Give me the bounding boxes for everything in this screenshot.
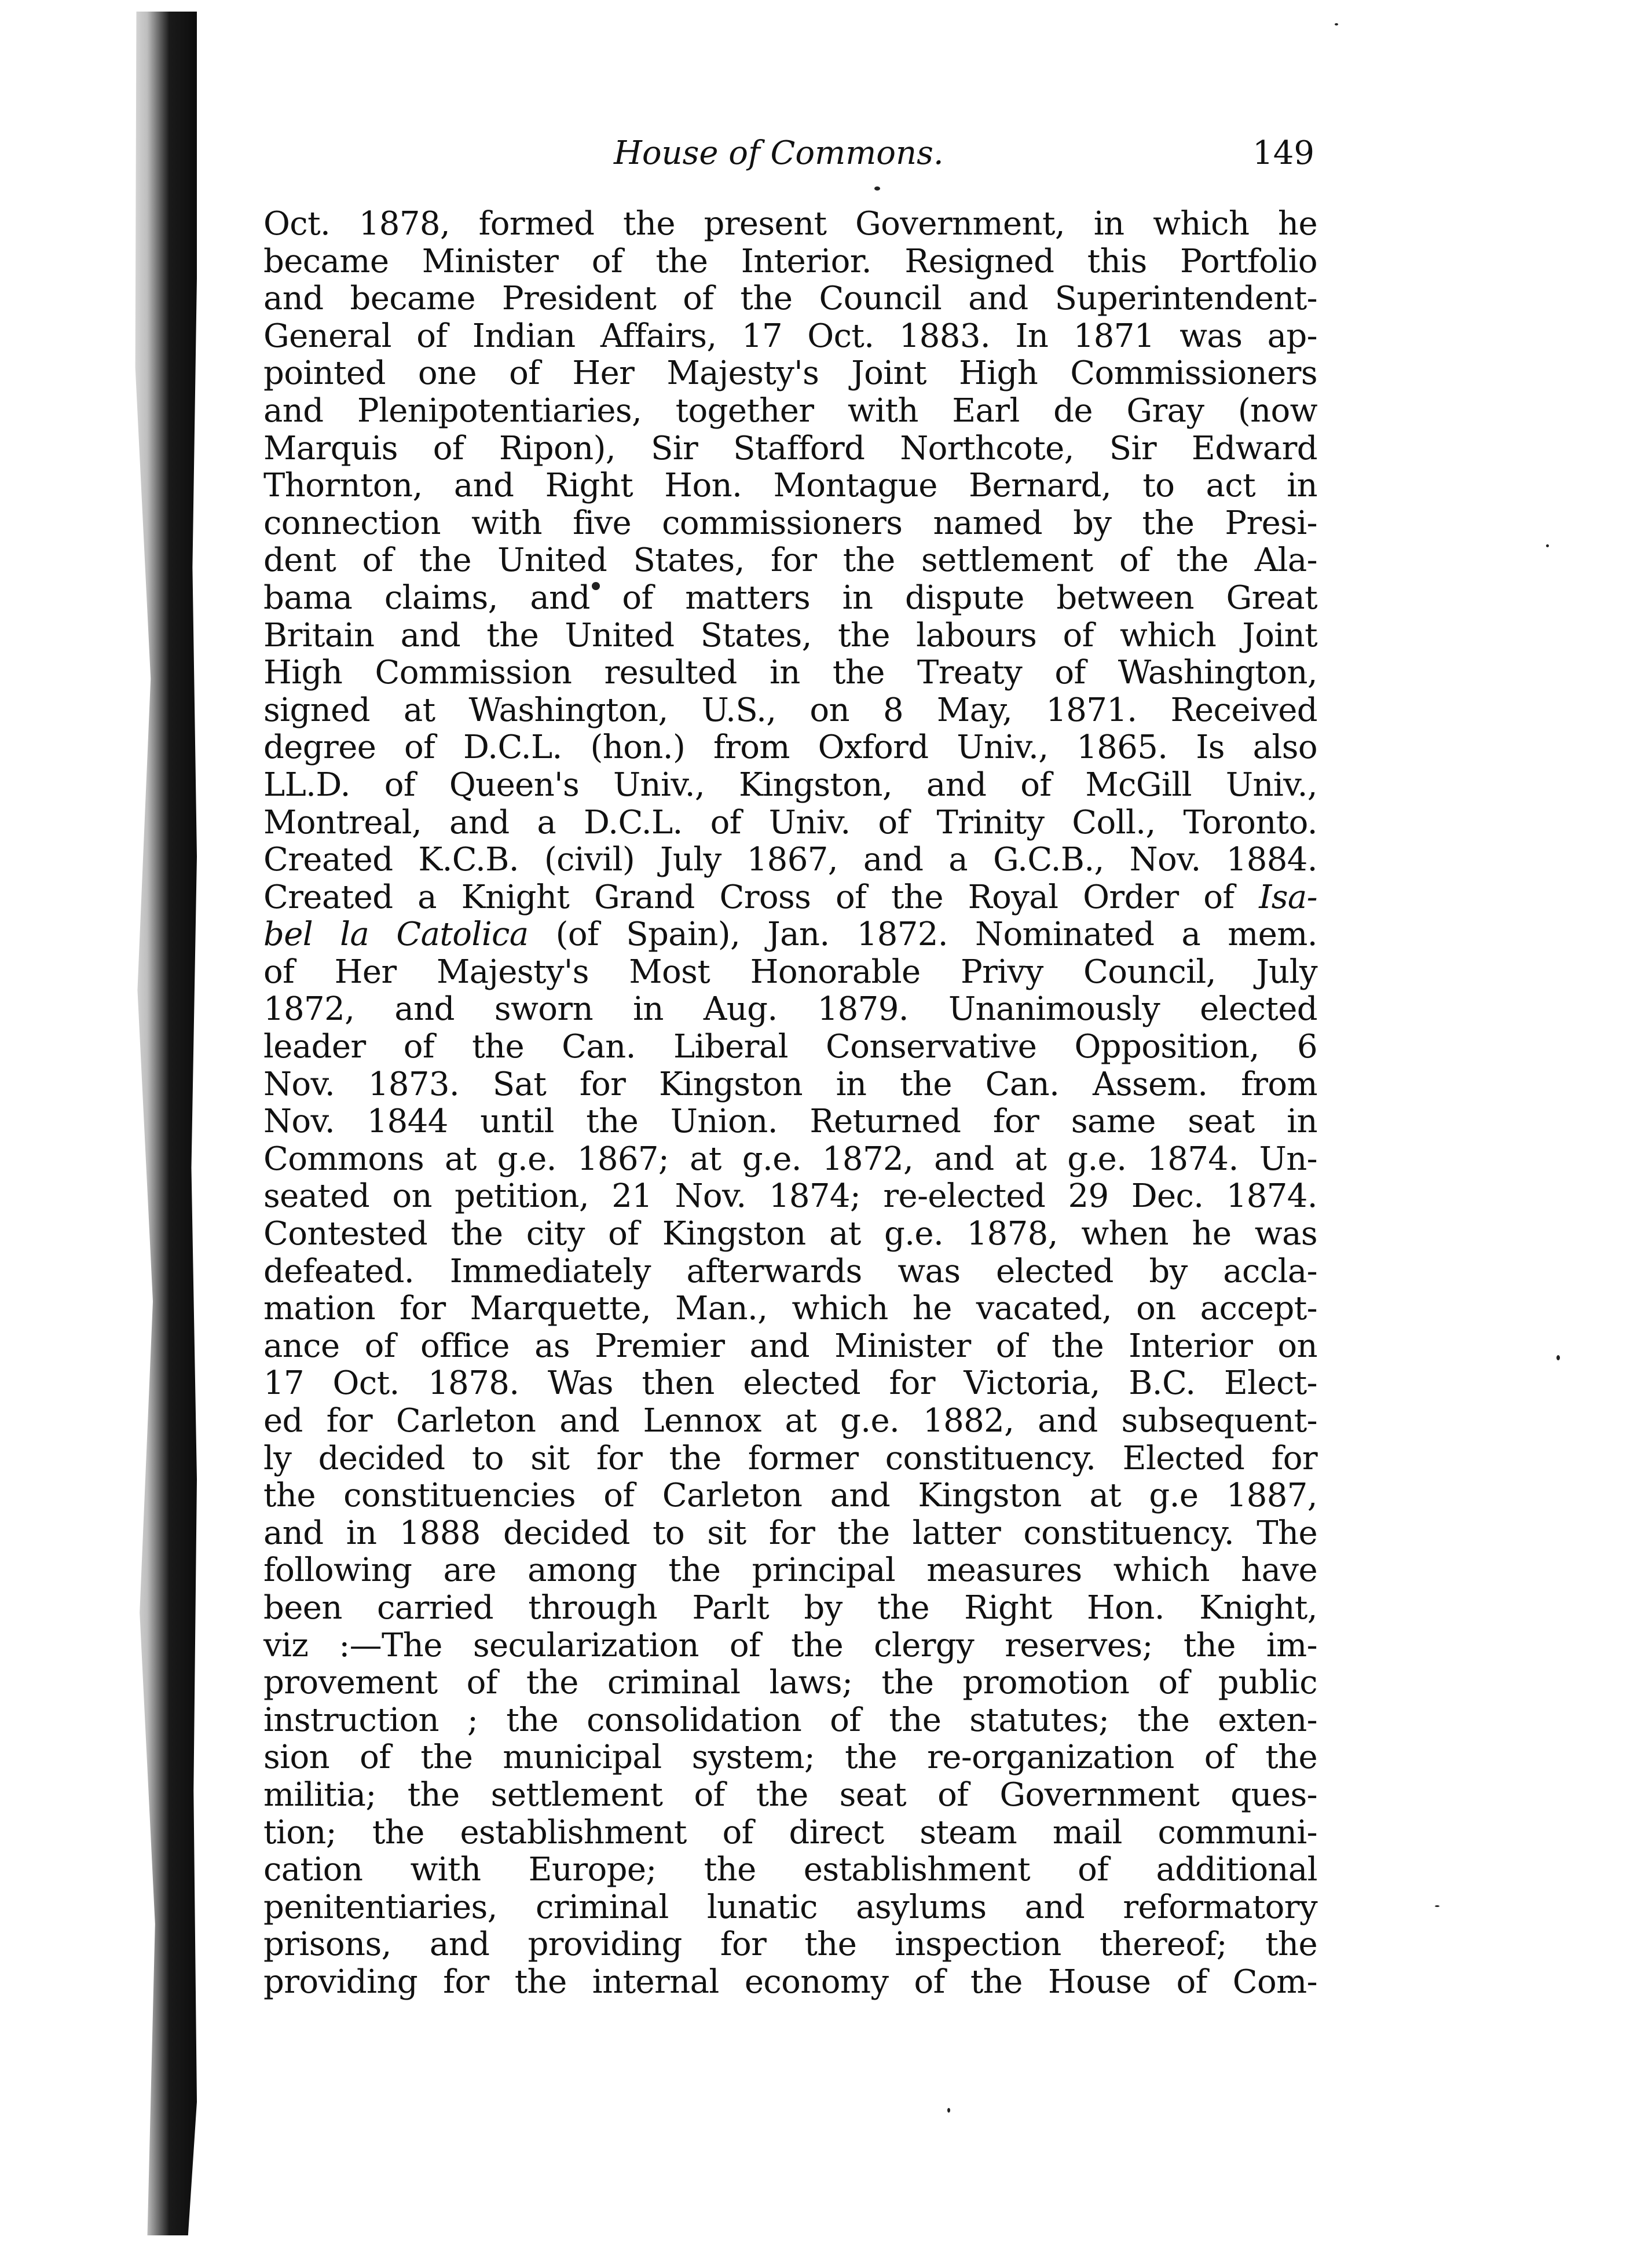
text-line: penitentiaries, criminal lunatic asylums and reformatory [263,1888,1317,1926]
text-line: Montreal, and a D.C.L. of Univ. of Trinity Coll., Toronto. [263,803,1317,841]
italic-text-run: bel la Catolica [263,916,529,954]
binding-gutter [87,12,197,2235]
text-line: ly decided to sit for the former constituency. Elected for [263,1439,1317,1477]
page-number: 149 [1252,134,1314,172]
text-line [263,879,1317,917]
running-title: House of Commons. [614,134,944,172]
text-line: Created K.C.B. (civil) July 1867, and a G.C.B., Nov. 1884. [263,841,1317,879]
text-line: sion of the municipal system; the re-organization of the [263,1738,1317,1777]
text-line: of Her Majesty's Most Honorable Privy Council, July [263,953,1317,991]
scan-speck [1556,1355,1560,1360]
text-line: been carried through Parlt by the Right Hon. Knight, [263,1588,1317,1627]
text-line: dent of the United States, for the settlement of the Ala- [263,541,1317,580]
text-line: Britain and the United States, the labours of which Joint [263,616,1317,654]
scan-speck [1435,1905,1439,1907]
text-run: (of Spain), Jan. 1872. Nominated a mem. [528,916,1317,954]
text-line: degree of D.C.L. (hon.) from Oxford Univ., 1865. Is also [263,729,1317,767]
scan-speck [1546,544,1549,547]
text-line: 17 Oct. 1878. Was then elected for Victoria, B.C. Elect- [263,1364,1317,1403]
scan-speck [874,186,880,191]
text-line: cation with Europe; the establishment of additional [263,1851,1317,1889]
text-line: mation for Marquette, Man., which he vacated, on accept- [263,1290,1317,1328]
text-line: provement of the criminal laws; the promotion of public [263,1664,1317,1702]
scan-speck [1335,23,1338,25]
text-line: General of Indian Affairs, 17 Oct. 1883. In 1871 was ap- [263,317,1317,355]
text-line: the constituencies of Carleton and Kingston at g.e 1887, [263,1477,1317,1515]
text-line: and Plenipotentiaries, together with Earl de Gray (now [263,391,1317,430]
text-line: Nov. 1844 until the Union. Returned for same seat in [263,1103,1317,1141]
text-line: pointed one of Her Majesty's Joint High Commissioners [263,354,1317,393]
scan-speck [947,2108,950,2113]
text-line: and became President of the Council and Superintendent- [263,280,1317,318]
text-line: tion; the establishment of direct steam mail communi- [263,1813,1317,1851]
text-line: seated on petition, 21 Nov. 1874; re-elected 29 Dec. 1874. [263,1177,1317,1216]
text-line: Contested the city of Kingston at g.e. 1878, when he was [263,1215,1317,1253]
text-line: defeated. Immediately afterwards was elected by accla- [263,1252,1317,1290]
text-line: connection with five commissioners named by the Presi- [263,504,1317,542]
text-line: ance of office as Premier and Minister of the Interior on [263,1327,1317,1365]
text-line: became Minister of the Interior. Resigned this Portfolio [263,242,1317,280]
text-line: Thornton, and Right Hon. Montague Bernard, to act in [263,467,1317,505]
text-line: Nov. 1873. Sat for Kingston in the Can. Assem. from [263,1065,1317,1103]
text-line: leader of the Can. Liberal Conservative Opposition, 6 [263,1028,1317,1066]
text-line: bama claims, and of matters in dispute between Great [263,579,1317,617]
text-line [263,916,1317,954]
body-text [263,206,1317,2001]
text-line: providing for the internal economy of the House of Com- [263,1963,1317,2001]
text-line: viz :—The secularization of the clergy reserves; the im- [263,1626,1317,1664]
text-run: Created a Knight Grand Cross of the Royal Order of [263,878,1259,916]
text-line: following are among the principal measures which have [263,1551,1317,1590]
text-line: signed at Washington, U.S., on 8 May, 1871. Received [263,691,1317,729]
text-line: Marquis of Ripon), Sir Stafford Northcote, Sir Edward [263,429,1317,467]
text-line: instruction ; the consolidation of the statutes; the exten- [263,1701,1317,1739]
text-line: High Commission resulted in the Treaty of Washington, [263,654,1317,692]
text-line: Oct. 1878, formed the present Government, in which he [263,205,1317,243]
text-line: ed for Carleton and Lennox at g.e. 1882, and subsequent- [263,1402,1317,1440]
page-header [261,127,1314,180]
text-line: 1872, and sworn in Aug. 1879. Unanimously elected [263,990,1317,1028]
text-line: LL.D. of Queen's Univ., Kingston, and of McGill Univ., [263,766,1317,804]
text-line: and in 1888 decided to sit for the latter constituency. The [263,1514,1317,1552]
text-line: militia; the settlement of the seat of Government ques- [263,1776,1317,1814]
text-line: prisons, and providing for the inspection thereof; the [263,1926,1317,1964]
text-line: Commons at g.e. 1867; at g.e. 1872, and at g.e. 1874. Un- [263,1140,1317,1178]
italic-text-run: Isa- [1259,878,1317,916]
